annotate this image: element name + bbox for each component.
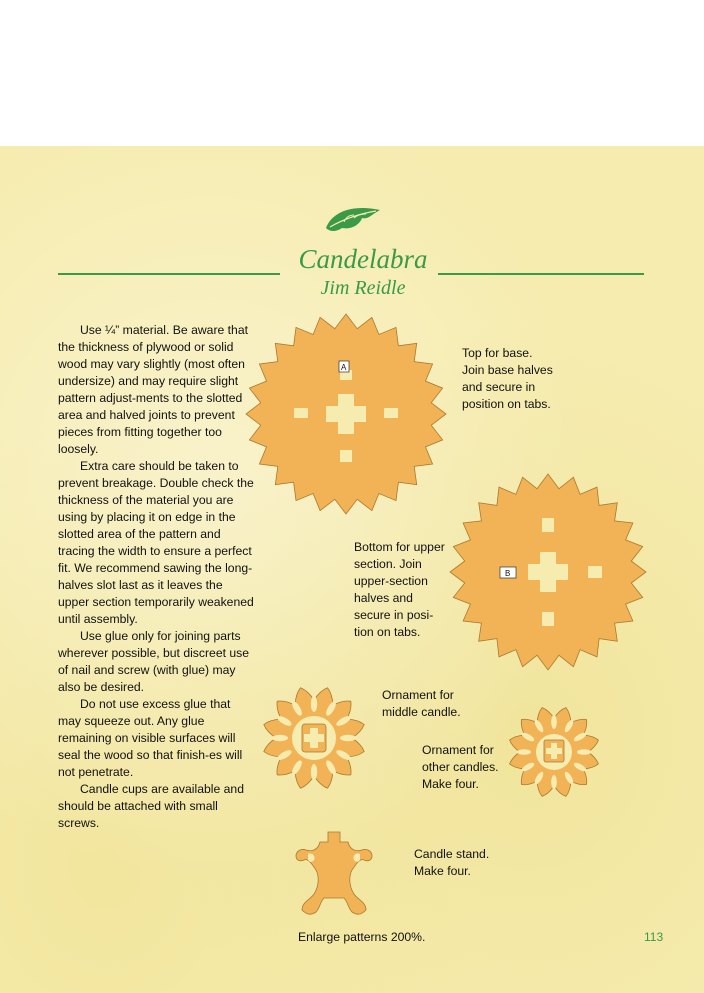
ornament-middle-pattern <box>262 676 366 800</box>
instruction-paragraph: Extra care should be taken to prevent breakage. Double check the thickness of the material you are using by placing it on edge in the slotted area of the pattern and tracing the width to ensure a perfect fit. We recommend sawing the long-halves slot last as it leaves the upper section temporarily weakened until assembly. <box>58 459 254 626</box>
instruction-paragraph: Candle cups are available and should be attached with small screws. <box>58 782 244 830</box>
label-ornament-middle: Ornament for middle candle. <box>382 688 461 719</box>
label-top-base: Top for base. Join base halves and secure in position on tabs. <box>462 346 553 411</box>
instruction-paragraph: Use ¼” material. Be aware that the thickness of plywood or solid wood may vary slightly (most often undersize) and may require slight pattern adjust-ments to the slotted area and halved joints to prevent pieces from fitting together too loosely. <box>58 323 248 456</box>
leaf-logo-icon <box>322 204 384 234</box>
pattern-bottom-upper <box>448 472 648 672</box>
instructions-text <box>58 322 254 832</box>
tag-a: A <box>341 363 347 372</box>
label-candle-stand: Candle stand. Make four. <box>414 847 490 878</box>
candle-stand-pattern <box>288 832 380 918</box>
instruction-paragraph: Use glue only for joining parts wherever possible, but discreet use of nail and screw (with glue) may also be desired. <box>58 629 250 694</box>
author-name: Jim Reidle <box>320 277 406 299</box>
label-bottom-upper: Bottom for upper section. Join upper-section halves and secure in posi- tion on tabs. <box>354 540 445 639</box>
title-rule-right <box>438 273 644 275</box>
title-rule-left <box>58 273 280 275</box>
footer-note: Enlarge patterns 200%. <box>298 930 426 944</box>
instruction-paragraph: Do not use excess glue that may squeeze out. Any glue remaining on visible surfaces will seal the wood so that finish-es will not penetrate. <box>58 697 243 779</box>
pattern-top-base <box>244 312 448 516</box>
page-number: 113 <box>644 930 664 944</box>
ornament-other-pattern <box>508 696 600 808</box>
page-title: Candelabra <box>298 244 428 274</box>
label-ornament-other: Ornament for other candles. Make four. <box>422 743 499 791</box>
tag-b: B <box>505 569 511 578</box>
